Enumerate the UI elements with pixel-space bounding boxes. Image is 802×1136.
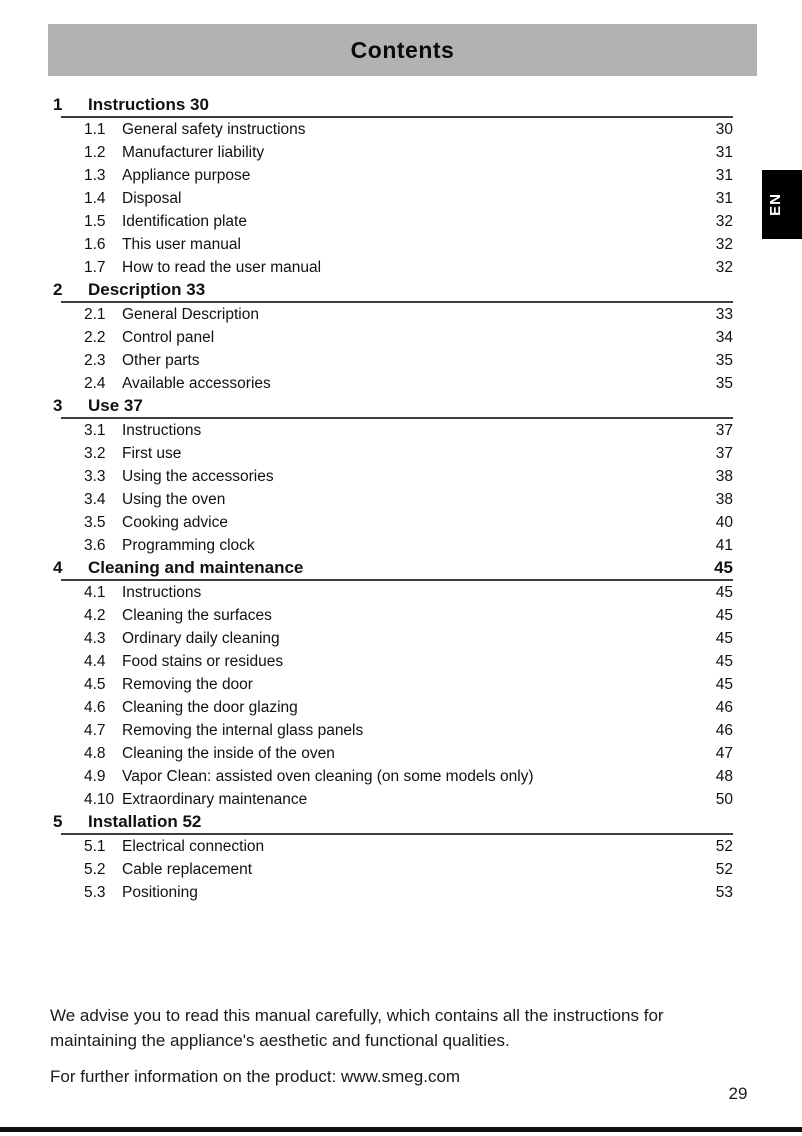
toc-entry [53,511,733,534]
toc-entry-number: 2.1 [84,306,106,323]
toc-entry-page: 40 [715,514,733,531]
toc-entry-number: 4.7 [84,722,106,739]
toc-entry [53,719,733,742]
toc-entry-label: Control panel [122,329,215,346]
toc-entry-label: Cleaning the surfaces [122,607,272,624]
toc-entry-number: 5.3 [84,884,106,901]
toc-section [53,94,733,279]
toc-entry-page: 53 [715,884,733,901]
section-title: Use 37 [88,396,143,415]
toc-entry-page: 31 [715,144,733,161]
toc-entry-label: General Description [122,306,259,323]
toc-section-heading [53,557,733,579]
toc-entry-label: Removing the internal glass panels [122,722,364,739]
toc-entry-number: 1.1 [84,121,106,138]
toc-entry-page: 38 [715,468,733,485]
toc-entry-label: Vapor Clean: assisted oven cleaning (on some models only) [122,768,534,785]
toc-entry [53,765,733,788]
section-title: Instructions 30 [88,95,209,114]
toc-entry [53,788,733,811]
toc-section [53,279,733,395]
toc-entry-page: 45 [715,653,733,670]
toc-entry-number: 2.4 [84,375,106,392]
toc-entry-page: 52 [715,838,733,855]
toc-entry-label: Instructions [122,584,202,601]
toc-entry-page: 45 [715,607,733,624]
section-number: 3 [53,396,63,415]
toc-entry-number: 4.1 [84,584,106,601]
toc-entry-number: 3.2 [84,445,106,462]
toc-entry [53,187,733,210]
toc-entry-number: 5.2 [84,861,106,878]
toc-section-heading [53,811,733,833]
toc-entry [53,210,733,233]
toc-entry-number: 3.1 [84,422,106,439]
toc-entry-label: Electrical connection [122,838,265,855]
toc-entry-label: Using the accessories [122,468,274,485]
toc-entry [53,742,733,765]
toc-entry [53,141,733,164]
footer-note [50,1003,698,1089]
toc-entry-number: 1.5 [84,213,106,230]
toc-entry-number: 1.2 [84,144,106,161]
toc-entry-number: 4.3 [84,630,106,647]
toc-entry-page: 46 [715,722,733,739]
language-tab [762,170,802,239]
toc-entry-label: Cable replacement [122,861,253,878]
toc-entry-page: 32 [715,236,733,253]
toc-entry-page: 32 [715,213,733,230]
toc-entry-label: Appliance purpose [122,167,251,184]
toc-entry [53,118,733,141]
toc-entry-label: Cleaning the inside of the oven [122,745,335,762]
toc-entry-label: Food stains or residues [122,653,284,670]
toc-entry [53,233,733,256]
toc-entry-label: How to read the user manual [122,259,322,276]
toc-entry-number: 2.2 [84,329,106,346]
toc-entry-page: 34 [715,329,733,346]
section-title: Cleaning and maintenance [88,558,304,577]
toc-entry-label: Extraordinary maintenance [122,791,308,808]
toc-entry-number: 3.3 [84,468,106,485]
toc-entry-number: 3.4 [84,491,106,508]
toc-entry [53,349,733,372]
toc-entry-number: 4.8 [84,745,106,762]
toc-entry-page: 32 [715,259,733,276]
section-title: Description 33 [88,280,206,299]
toc-entry-page: 35 [715,352,733,369]
toc-entry-page: 33 [715,306,733,323]
section-number: 1 [53,95,63,114]
toc-entry-label: Cleaning the door glazing [122,699,298,716]
toc-entry-page: 46 [715,699,733,716]
toc-entry-page: 31 [715,190,733,207]
toc-entry-label: Manufacturer liability [122,144,265,161]
section-number: 4 [53,558,63,577]
toc-entry [53,488,733,511]
toc-entry-number: 4.5 [84,676,106,693]
toc-entry-page: 37 [715,445,733,462]
toc-entry-number: 1.3 [84,167,106,184]
toc-entry-page: 47 [715,745,733,762]
toc-entry-label: General safety instructions [122,121,306,138]
toc-entry-label: Programming clock [122,537,255,554]
toc-entry-number: 3.6 [84,537,106,554]
toc-section [53,395,733,557]
section-number: 2 [53,280,63,299]
toc-entry-label: Available accessories [122,375,271,392]
toc-entry-label: Cooking advice [122,514,228,531]
toc-entry [53,581,733,604]
toc-section-heading [53,94,733,116]
toc-entry-page: 38 [715,491,733,508]
toc-entry [53,696,733,719]
toc-entry-page: 50 [715,791,733,808]
toc-entry [53,881,733,904]
contents-header [48,24,757,76]
toc-entry-number: 4.6 [84,699,106,716]
toc-entry-label: Removing the door [122,676,253,693]
toc-entry-number: 2.3 [84,352,106,369]
toc-entry-label: Instructions [122,422,202,439]
toc-entry-label: Using the oven [122,491,226,508]
toc-entry [53,835,733,858]
toc-entry-page: 35 [715,375,733,392]
toc-entry-page: 37 [715,422,733,439]
toc-entry [53,164,733,187]
toc-entry-page: 52 [715,861,733,878]
toc-entry [53,650,733,673]
toc-entry [53,858,733,881]
toc-entry-label: Identification plate [122,213,247,230]
toc-entry-label: Disposal [122,190,182,207]
toc-entry-label: Positioning [122,884,198,901]
toc-entry [53,372,733,395]
toc-entry-page: 41 [715,537,733,554]
toc-entry-number: 1.7 [84,259,106,276]
toc-entry [53,303,733,326]
table-of-contents [53,94,733,904]
toc-entry-page: 45 [715,584,733,601]
section-title: Installation 52 [88,812,202,831]
toc-entry-number: 3.5 [84,514,106,531]
toc-entry [53,627,733,650]
toc-entry [53,465,733,488]
toc-entry-number: 4.2 [84,607,106,624]
footer-note-line-1: We advise you to read this manual carefully, which contains all the instructions for maintaining the appliance's aesthetic and functional qualities. [50,1006,664,1050]
toc-entry-page: 30 [715,121,733,138]
toc-entry [53,673,733,696]
toc-section-heading [53,279,733,301]
toc-entry-label: First use [122,445,182,462]
toc-entry-number: 1.6 [84,236,106,253]
toc-entry [53,419,733,442]
toc-entry-label: Ordinary daily cleaning [122,630,280,647]
toc-entry-number: 5.1 [84,838,106,855]
toc-entry [53,534,733,557]
toc-entry [53,442,733,465]
language-tab-label: EN [766,193,784,216]
toc-section [53,811,733,904]
toc-entry-number: 1.4 [84,190,106,207]
bottom-rule [0,1127,802,1132]
toc-section-heading [53,395,733,417]
section-page: 45 [714,558,733,577]
toc-entry [53,256,733,279]
toc-entry-page: 45 [715,676,733,693]
toc-entry-number: 4.10 [84,791,115,808]
toc-entry-number: 4.9 [84,768,106,785]
toc-entry [53,326,733,349]
toc-entry [53,604,733,627]
toc-entry-label: This user manual [122,236,241,253]
page-title: Contents [350,36,455,63]
toc-entry-page: 45 [715,630,733,647]
toc-entry-label: Other parts [122,352,200,369]
toc-entry-page: 31 [715,167,733,184]
toc-entry-number: 4.4 [84,653,106,670]
page-number: 29 [728,1084,748,1103]
section-number: 5 [53,812,63,831]
toc-section [53,557,733,811]
footer-note-line-2: For further information on the product: www.smeg.com [50,1067,461,1086]
toc-entry-page: 48 [715,768,733,785]
